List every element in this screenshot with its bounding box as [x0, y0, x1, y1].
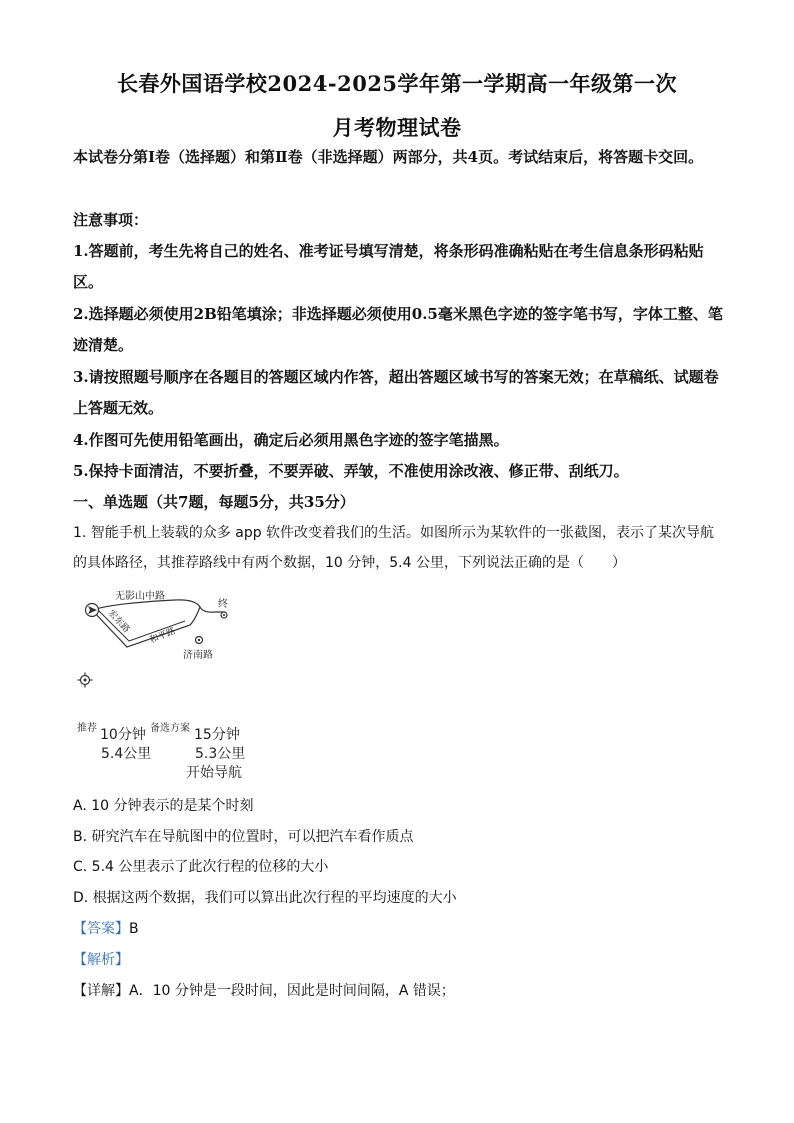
end-marker-dot-icon [223, 614, 225, 616]
question-1-stem: 1. 智能手机上装载的众多 app 软件改变着我们的生活。如图所示为某软件的一张截图，表示了某次导航的具体路径，其推荐路线中有两个数据，10 分钟，5.4 公里，下列说法正确的是（ ） [73, 525, 715, 571]
detail-line [73, 976, 455, 1006]
option-a: A. 10 分钟表示的是某个时刻 [73, 798, 254, 814]
detail-text: A．10 分钟是一段时间，因此是时间间隔，A 错误； [129, 983, 455, 999]
analysis-line [73, 945, 129, 975]
locate-icon [77, 672, 93, 688]
notice-rule-1: 1.答题前，考生先将自己的姓名、准考证号填写清楚，将条形码准确粘贴在考生信息条形码粘贴区。 [73, 242, 704, 291]
option-c: C. 5.4 公里表示了此次行程的位移的大小 [73, 859, 329, 875]
recommend-time: 10分钟 [100, 727, 146, 743]
analysis-tag: 【解析】 [73, 952, 129, 968]
recommend-distance: 5.4公里 [101, 746, 152, 762]
notice-rule-3: 3.请按照题号顺序在各题目的答题区域内作答，超出答题区域书写的答案无效；在草稿纸、试题卷上答题无效。 [73, 368, 719, 417]
poi-marker-dot-icon [198, 639, 200, 641]
page-title-line2: 月考物理试卷 [332, 115, 462, 140]
option-b: B. 研究汽车在导航图中的位置时，可以把汽车看作质点 [73, 829, 414, 845]
page-title-line1: 长春外国语学校2024-2025学年第一学期高一年级第一次 [116, 71, 678, 96]
intro-text: 本试卷分第Ⅰ卷（选择题）和第Ⅱ卷（非选择题）两部分，共4页。考试结束后，将答题卡交回。 [73, 148, 704, 166]
start-navigation-button[interactable]: 开始导航 [186, 765, 242, 781]
answer-value: B [129, 921, 139, 937]
alt-route-tag: 备选方案 [150, 723, 190, 734]
alt-route-time: 15分钟 [194, 727, 240, 743]
alt-route-distance: 5.3公里 [195, 746, 246, 762]
road-bottom-label: 和平路 [148, 626, 178, 646]
notice-rule-2: 2.选择题必须使用2B铅笔填涂；非选择题必须使用0.5毫米黑色字迹的签字笔书写，字体工整、笔迹清楚。 [73, 305, 723, 354]
road-side-label: 宏东路 [105, 608, 132, 636]
notice-heading: 注意事项： [73, 211, 149, 229]
notice-rule-4: 4.作图可先使用铅笔画出，确定后必须用黑色字迹的签字笔描黑。 [73, 431, 509, 449]
answer-line [73, 914, 139, 944]
notice-rule-5: 5.保持卡面清洁，不要折叠，不要弄破、弄皱，不准使用涂改液、修正带、刮纸刀。 [73, 462, 629, 480]
section-heading: 一、单选题（共7题，每题5分，共35分） [73, 493, 355, 511]
road-top-label: 无影山中路 [115, 591, 165, 602]
recommend-tag: 推荐 [77, 723, 97, 734]
answer-tag: 【答案】 [73, 921, 129, 937]
end-label: 终 [218, 599, 228, 610]
poi-label: 济南路 [183, 650, 213, 661]
option-d: D. 根据这两个数据，我们可以算出此次行程的平均速度的大小 [73, 890, 457, 906]
navigation-map-figure [75, 585, 255, 680]
detail-tag: 【详解】 [73, 983, 129, 999]
